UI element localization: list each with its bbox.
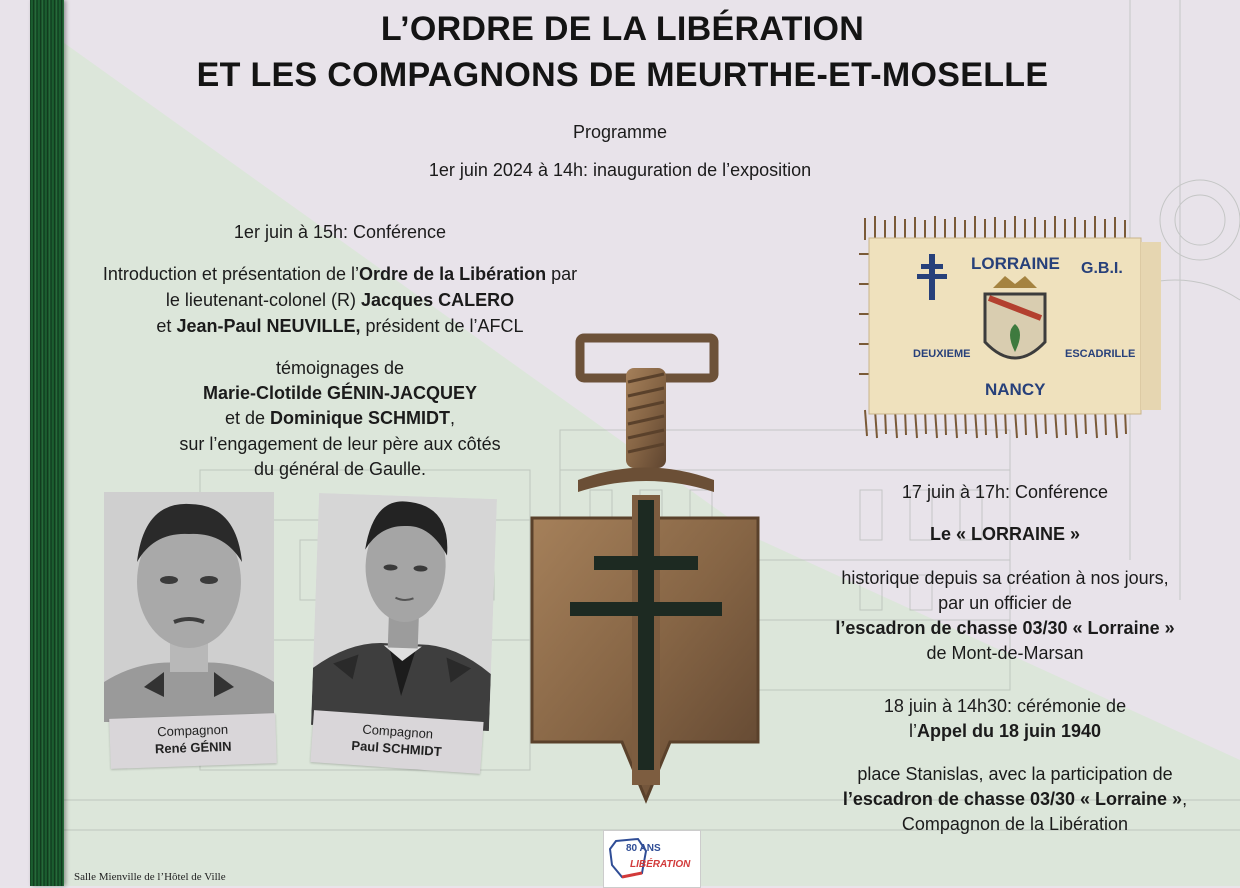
intro-order-name: Ordre de la Libération (359, 264, 547, 284)
logo-80-ans: 80 ANS (626, 843, 661, 854)
intro-prefix: Introduction et présentation de l’ (102, 264, 360, 284)
speaker2-name: Jean-Paul NEUVILLE, (176, 316, 361, 336)
ceremony-unit (790, 787, 1240, 811)
pennant-deuxieme: DEUXIEME (913, 348, 971, 360)
witness2-name: Dominique SCHMIDT (270, 408, 451, 428)
appel-name: Appel du 18 juin 1940 (916, 721, 1102, 741)
conference2-unit: l’escadron de chasse 03/30 « Lorraine » (835, 618, 1175, 638)
lorraine-pennant-image (855, 214, 1163, 440)
venue-note: Salle Mienville de l’Hôtel de Ville (74, 871, 226, 883)
portrait-paul-schmidt (311, 493, 497, 731)
conference2-title: Le « LORRAINE » (929, 524, 1081, 544)
speaker2-prefix: et (156, 316, 177, 336)
portrait2-name: Paul SCHMIDT (350, 737, 443, 760)
speaker1-title: le lieutenant-colonel (R) (165, 290, 362, 310)
testimony-label: témoignages de (275, 358, 405, 378)
inauguration-line: 1er juin 2024 à 14h: inauguration de l’exposition (428, 160, 812, 180)
speaker2-role: président de l’AFCL (360, 316, 524, 336)
witness2-suffix: , (450, 408, 456, 428)
80-ans-liberation-logo (603, 830, 701, 888)
portrait1-name: René GÉNIN (154, 738, 232, 757)
green-ribbon-decoration (30, 0, 64, 886)
conference2-heading: 17 juin à 17h: Conférence (901, 482, 1109, 502)
ceremony-unit-name: l’escadron de chasse 03/30 « Lorraine » (842, 789, 1183, 809)
witness1-name (140, 381, 540, 405)
portrait1-role: Compagnon (156, 721, 229, 740)
page-title-line1: L’ORDRE DE LA LIBÉRATION (380, 10, 865, 48)
ceremony-appel (830, 719, 1180, 743)
witness2-line (140, 406, 540, 430)
portrait2-role: Compagnon (361, 721, 434, 742)
portrait-rene-genin (104, 492, 274, 722)
order-of-liberation-cross-image (520, 330, 770, 805)
topic-line2: du général de Gaulle. (253, 459, 427, 479)
logo-liberation: LIBÉRATION (630, 859, 691, 870)
topic-line1: sur l’engagement de leur père aux côtés (179, 434, 501, 454)
conference2-place: de Mont-de-Marsan (926, 643, 1084, 663)
ceremony-heading: 18 juin à 14h30: cérémonie de (883, 696, 1127, 716)
programme-label: Programme (572, 122, 668, 142)
pennant-nancy: NANCY (985, 380, 1046, 399)
france-map-icon (608, 835, 648, 881)
intro-suffix: par (546, 264, 578, 284)
ceremony-unit-suffix: , (1182, 789, 1188, 809)
speaker1-name: Jacques CALERO (361, 290, 515, 310)
ceremony-compagnon: Compagnon de la Libération (901, 814, 1129, 834)
conference1-speaker1 (60, 288, 620, 312)
portrait1-caption (109, 713, 277, 769)
page-title-line2: ET LES COMPAGNONS DE MEURTHE-ET-MOSELLE (196, 56, 1049, 94)
witness2-prefix: et de (224, 408, 271, 428)
conference1-heading: 1er juin à 15h: Conférence (233, 222, 447, 242)
pennant-escadrille: ESCADRILLE (1065, 348, 1136, 360)
ceremony-place: place Stanislas, avec la participation de (857, 764, 1173, 784)
pennant-gbi: G.B.I. (1081, 260, 1123, 277)
pennant-lorraine: LORRAINE (971, 254, 1060, 273)
appel-prefix: l’ (908, 721, 917, 741)
conference2-line1: historique depuis sa création à nos jours, (841, 568, 1169, 588)
conference2-line2: par un officier de (938, 593, 1072, 613)
conference1-intro (60, 262, 620, 286)
witness1-name-text: Marie-Clotilde GÉNIN-JACQUEY (202, 383, 478, 403)
